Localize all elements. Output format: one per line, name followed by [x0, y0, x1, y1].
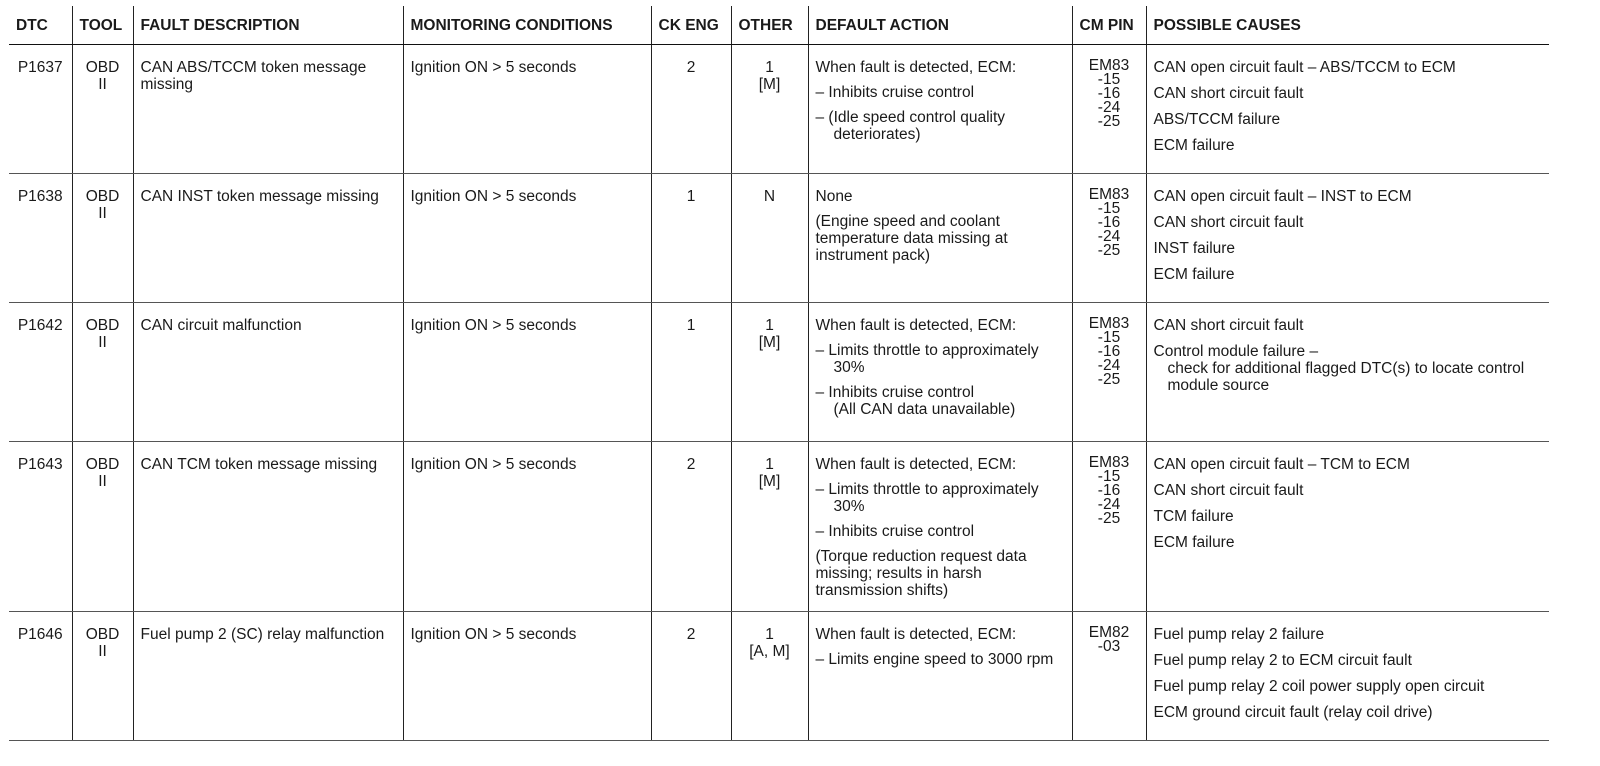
pin: -25 — [1097, 510, 1121, 527]
action-intro: None — [815, 188, 853, 205]
other-value: 1 — [765, 59, 774, 76]
possible-causes — [1146, 45, 1549, 174]
tool: OBD II — [72, 612, 133, 741]
monitoring-conditions: Ignition ON > 5 seconds — [403, 45, 651, 174]
action-item: – Limits throttle to approximately 30% — [815, 481, 1039, 515]
cause-item: INST failure — [1153, 240, 1236, 257]
action-item: – Inhibits cruise control — [815, 384, 975, 401]
other-value: N — [763, 188, 776, 205]
cm-pin — [1072, 303, 1146, 442]
cause-item: CAN open circuit fault – INST to ECM — [1153, 188, 1412, 205]
header-cm-pin: CM PIN — [1072, 6, 1146, 45]
other-flag: [M] — [758, 76, 781, 93]
other — [731, 174, 808, 303]
pin: -16 — [1097, 343, 1121, 360]
dtc-code: P1642 — [9, 303, 72, 442]
cm-pin — [1072, 45, 1146, 174]
cause-item: CAN short circuit fault — [1153, 214, 1304, 231]
cause-item: Fuel pump relay 2 to ECM circuit fault — [1153, 652, 1412, 669]
action-note: (Engine speed and coolant temperature data missing at instrument pack) — [815, 213, 1008, 264]
ck-eng: 2 — [651, 45, 731, 174]
cause-item: TCM failure — [1153, 508, 1234, 525]
pin: -24 — [1097, 99, 1121, 116]
pin: -24 — [1097, 228, 1121, 245]
pin: -24 — [1097, 496, 1121, 513]
other — [731, 45, 808, 174]
monitoring-conditions: Ignition ON > 5 seconds — [403, 442, 651, 612]
monitoring-conditions: Ignition ON > 5 seconds — [403, 303, 651, 442]
action-note: (Torque reduction request data missing; results in harsh transmission shifts) — [815, 548, 1027, 599]
default-action — [808, 303, 1072, 442]
action-intro: When fault is detected, ECM: — [815, 59, 1017, 76]
pin: -25 — [1097, 113, 1121, 130]
pin: EM83 — [1088, 315, 1130, 332]
tool: OBD II — [72, 45, 133, 174]
action-item: – Limits throttle to approximately 30% — [815, 342, 1039, 376]
fault-description: CAN INST token message missing — [133, 174, 403, 303]
header-row — [9, 6, 1549, 45]
pin: -15 — [1097, 71, 1121, 88]
ck-eng: 2 — [651, 442, 731, 612]
header-tool: TOOL — [72, 6, 133, 45]
cause-item: CAN short circuit fault — [1153, 317, 1304, 334]
other-value: 1 — [765, 626, 774, 643]
monitoring-conditions: Ignition ON > 5 seconds — [403, 612, 651, 741]
pin: -15 — [1097, 200, 1121, 217]
default-action — [808, 442, 1072, 612]
header-possible-causes: POSSIBLE CAUSES — [1146, 6, 1549, 45]
other — [731, 442, 808, 612]
cause-item: ECM failure — [1153, 534, 1235, 551]
cause-item: ABS/TCCM failure — [1153, 111, 1281, 128]
action-item: – Inhibits cruise control — [815, 523, 975, 540]
table-row — [9, 303, 1549, 442]
pin: -15 — [1097, 468, 1121, 485]
pin: EM83 — [1088, 454, 1130, 471]
other — [731, 612, 808, 741]
cause-item: Fuel pump relay 2 coil power supply open circuit — [1153, 678, 1485, 695]
cause-item: CAN short circuit fault — [1153, 482, 1304, 499]
cause-item: ECM ground circuit fault (relay coil drive) — [1153, 704, 1433, 721]
action-note: (All CAN data unavailable) — [833, 401, 1016, 418]
cm-pin — [1072, 612, 1146, 741]
action-item: – Limits engine speed to 3000 rpm — [815, 651, 1054, 668]
table-row — [9, 45, 1549, 174]
fault-description: CAN circuit malfunction — [133, 303, 403, 442]
action-intro: When fault is detected, ECM: — [815, 626, 1017, 643]
tool: OBD II — [72, 174, 133, 303]
action-intro: When fault is detected, ECM: — [815, 456, 1017, 473]
other-flag: [A, M] — [749, 643, 790, 660]
cm-pin — [1072, 174, 1146, 303]
default-action — [808, 612, 1072, 741]
cause-item: ECM failure — [1153, 266, 1235, 283]
dtc-table — [9, 6, 1549, 741]
action-item: – Inhibits cruise control — [815, 84, 975, 101]
table-row — [9, 174, 1549, 303]
dtc-code: P1643 — [9, 442, 72, 612]
header-other: OTHER — [731, 6, 808, 45]
ck-eng: 2 — [651, 612, 731, 741]
cause-item: CAN short circuit fault — [1153, 85, 1304, 102]
other-flag: [M] — [758, 334, 781, 351]
cause-item: ECM failure — [1153, 137, 1235, 154]
pin: EM83 — [1088, 186, 1130, 203]
header-monitoring-conditions: MONITORING CONDITIONS — [403, 6, 651, 45]
fault-description: Fuel pump 2 (SC) relay malfunction — [133, 612, 403, 741]
header-ck-eng: CK ENG — [651, 6, 731, 45]
other-flag: [M] — [758, 473, 781, 490]
pin: -24 — [1097, 357, 1121, 374]
cause-item: Control module failure – — [1153, 343, 1319, 360]
other-value: 1 — [765, 456, 774, 473]
table-row — [9, 442, 1549, 612]
pin: EM82 — [1088, 624, 1130, 641]
cause-detail: check for additional flagged DTC(s) to locate control module source — [1167, 360, 1525, 394]
default-action — [808, 45, 1072, 174]
tool: OBD II — [72, 442, 133, 612]
pin: -03 — [1097, 638, 1121, 655]
pin: -16 — [1097, 85, 1121, 102]
ck-eng: 1 — [651, 174, 731, 303]
dtc-code: P1637 — [9, 45, 72, 174]
pin: -15 — [1097, 329, 1121, 346]
tool: OBD II — [72, 303, 133, 442]
dtc-code: P1646 — [9, 612, 72, 741]
pin: -16 — [1097, 214, 1121, 231]
ck-eng: 1 — [651, 303, 731, 442]
possible-causes — [1146, 174, 1549, 303]
action-item: – (Idle speed control quality deteriorates) — [815, 109, 1006, 143]
fault-description: CAN ABS/TCCM token message missing — [133, 45, 403, 174]
pin: -16 — [1097, 482, 1121, 499]
default-action — [808, 174, 1072, 303]
cm-pin — [1072, 442, 1146, 612]
pin: EM83 — [1088, 57, 1130, 74]
cause-item: CAN open circuit fault – TCM to ECM — [1153, 456, 1410, 473]
table-row — [9, 612, 1549, 741]
cause-item: Fuel pump relay 2 failure — [1153, 626, 1325, 643]
monitoring-conditions: Ignition ON > 5 seconds — [403, 174, 651, 303]
possible-causes — [1146, 612, 1549, 741]
fault-description: CAN TCM token message missing — [133, 442, 403, 612]
possible-causes — [1146, 303, 1549, 442]
other — [731, 303, 808, 442]
other-value: 1 — [765, 317, 774, 334]
header-dtc: DTC — [9, 6, 72, 45]
header-fault-description: FAULT DESCRIPTION — [133, 6, 403, 45]
action-intro: When fault is detected, ECM: — [815, 317, 1017, 334]
pin: -25 — [1097, 371, 1121, 388]
dtc-code: P1638 — [9, 174, 72, 303]
pin: -25 — [1097, 242, 1121, 259]
header-default-action: DEFAULT ACTION — [808, 6, 1072, 45]
possible-causes — [1146, 442, 1549, 612]
cause-item: CAN open circuit fault – ABS/TCCM to ECM — [1153, 59, 1456, 76]
